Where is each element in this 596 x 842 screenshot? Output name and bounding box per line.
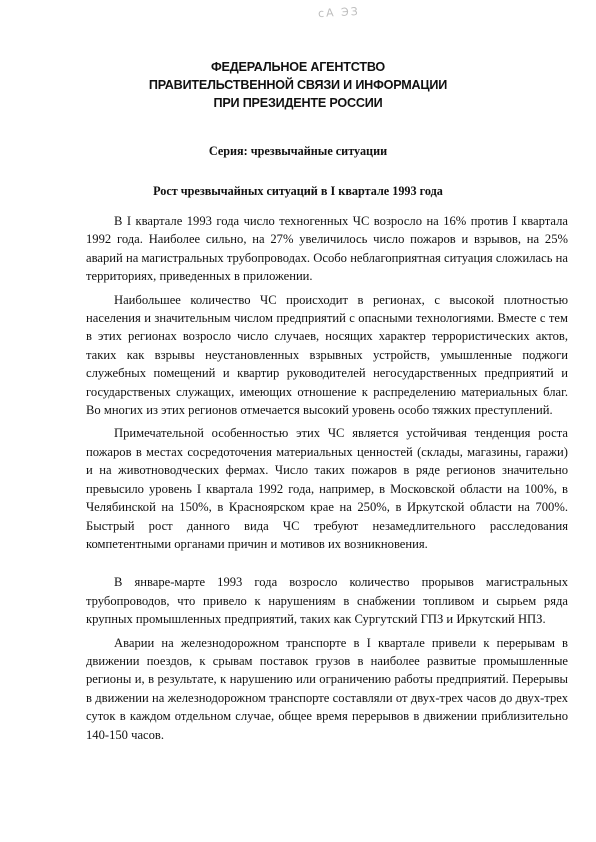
- header-line-1: ФЕДЕРАЛЬНОЕ АГЕНТСТВО: [210, 60, 385, 74]
- paragraph-3: Примечательной особенностью этих ЧС является устойчивая тенденция роста пожаров в местах сосредоточения материальных ценностей (склады, магазины, гаражи) и на животноводческих фермах. Число таких пожаров в ряде регионов значительно превысило уровень I квартала 1992 года, например, в Московской области на 100%, в Челябинской на 150%, в Красноярском крае на 250%, в Иркутской области на 700%. Быстрый рост данного вида ЧС требуют незамедлительного расследования компетентными органами причин и мотивов их возникновения.: [86, 426, 568, 551]
- paragraph-4: В январе-марте 1993 года возросло количество прорывов магистральных трубопроводов, что привело к нарушениям в снабжении топливом и сырьем ряда крупных промышленных предприятий, таких как Сургутский ГПЗ и Иркутский НПЗ.: [86, 575, 568, 627]
- series-heading: Серия: чрезвычайные ситуации: [208, 144, 388, 158]
- header-line-3: ПРИ ПРЕЗИДЕНТЕ РОССИИ: [213, 96, 383, 110]
- paragraph-1: В I квартале 1993 года число техногенных ЧС возросло на 16% против I квартала 1992 года. Наиболее сильно, на 27% увеличилось число пожаров и взрывов, на 25% аварий на магистральных трубопроводах. Особо неблагоприятная ситуация сложилась на территориях, приведенных в приложении.: [86, 214, 568, 284]
- archive-stamp: сА ЭЗ: [317, 4, 361, 21]
- agency-header: [0, 58, 596, 112]
- document-body: [86, 212, 568, 749]
- paragraph-5: Аварии на железнодорожном транспорте в I квартале привели к перерывам в движении поездов, к срывам поставок грузов в наиболее развитые промышленные регионы и, в результате, к нарушению или ограничению работы предприятий. Перерывы в движении на железнодорожном транспорте составляли от двух-трех часов до двух-трех суток в каждом отдельном случае, общее время перерывов в движении приблизительно 140-150 часов.: [86, 635, 568, 742]
- document-title: Рост чрезвычайных ситуаций в I квартале 1993 года: [153, 184, 443, 198]
- paragraph-2: Наибольшее количество ЧС происходит в регионах, с высокой плотностью населения и значительным числом предприятий с опасными технологиями. Вместе с тем в этих регионах возросло число случаев, носящих характер террористических актов, таких как взрывы неустановленных взрывных устройств, умышленные поджоги служебных помещений и квартир руководителей негосударственных предприятий и государственых служащих, имеющих отношение к распределению материальных благ. Во многих из этих регионов отмечается высокий уровень особо тяжких преступлений.: [86, 292, 568, 418]
- header-line-2: ПРАВИТЕЛЬСТВЕННОЙ СВЯЗИ И ИНФОРМАЦИИ: [148, 78, 448, 92]
